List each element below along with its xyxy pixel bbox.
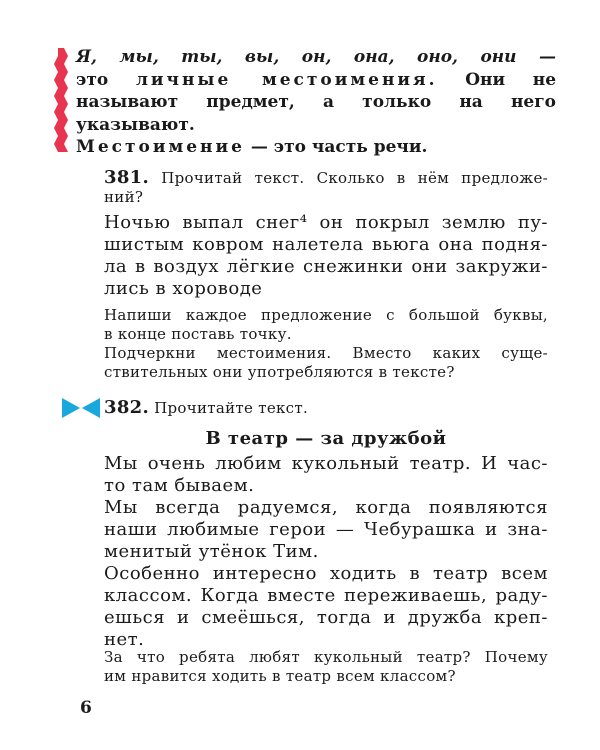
ex382-number: 382. xyxy=(104,397,150,418)
ex381-instr-line: Подчеркни местоимения. Вместо каких суще- xyxy=(104,344,548,362)
ex381-instr-line: в конце поставь точку. xyxy=(104,325,292,343)
rule-line-2a: это xyxy=(76,69,109,90)
ex382-text-line: Мы всегда радуемся, когда появляются xyxy=(104,497,548,518)
ex382-text xyxy=(104,453,548,651)
ex381-task-line2: ний? xyxy=(104,188,144,206)
ex382-text-line: ешься и смеёшься, тогда и дружба креп- xyxy=(104,607,548,628)
ex381-task xyxy=(104,168,548,207)
ex382-text-line: классом. Когда вместе переживаешь, раду- xyxy=(104,585,548,606)
ex381-text-line: шистым ковром налетела вьюга она подня- xyxy=(104,234,548,255)
ex382-question-line: За что ребята любят кукольный театр? Почему xyxy=(104,648,548,666)
ex382-task-text: Прочитайте текст. xyxy=(154,399,309,417)
ex381-text-line: Ночью выпал снег⁴ он покрыл землю пу- xyxy=(104,212,548,233)
rule-definition-word: Местоимение xyxy=(76,137,245,157)
ex382-question-line: им нравится ходить в театр всем классом? xyxy=(104,667,456,685)
ex382-text-line: менитый утёнок Тим. xyxy=(104,541,319,562)
ex381-text-line: ла в воздух лёгкие снежинки они закружи- xyxy=(104,256,548,277)
rule-pronouns-line: Я, мы, ты, вы, он, она, оно, они — xyxy=(76,47,556,67)
ex382-questions xyxy=(104,648,548,686)
rule-line-2 xyxy=(76,69,556,92)
rule-line-2c: Они не xyxy=(465,69,557,90)
rule-definition xyxy=(76,136,556,159)
ex382-text-line: Мы очень любим кукольный театр. И час- xyxy=(104,453,548,474)
ex381-instructions xyxy=(104,306,548,382)
ex382-text-line: нет. xyxy=(104,629,145,650)
ex381-number: 381. xyxy=(104,167,150,188)
rule-line-2b: личные местоимения. xyxy=(135,69,438,90)
ex381-instr-line: ствительных они употребляются в тексте? xyxy=(104,363,455,381)
ex382-text-line: то там бываем. xyxy=(104,475,255,496)
ex382-task xyxy=(104,398,548,418)
rule-zigzag-bar xyxy=(54,48,68,152)
ex381-text-line: лись в хороводе xyxy=(104,278,263,299)
ex382-title: В театр — за дружбой xyxy=(205,428,447,449)
ex382-text-line: наши любимые герои — Чебурашка и зна- xyxy=(104,519,548,540)
ex381-text xyxy=(104,212,548,300)
ex381-instr-line: Напиши каждое предложение с большой буквы, xyxy=(104,306,548,324)
ex381-task-line1: Прочитай текст. Сколько в нём предложе- xyxy=(161,169,548,187)
page-number: 6 xyxy=(80,698,92,718)
rule-line-3: называют предмет, а только на него xyxy=(76,92,556,112)
bow-marker-icon xyxy=(62,398,100,418)
rule-line-4: указывают. xyxy=(76,114,195,135)
rule-definition-rest: — это часть речи. xyxy=(250,137,428,157)
ex382-text-line: Особенно интересно ходить в театр всем xyxy=(104,563,548,584)
rule-box xyxy=(76,46,556,159)
